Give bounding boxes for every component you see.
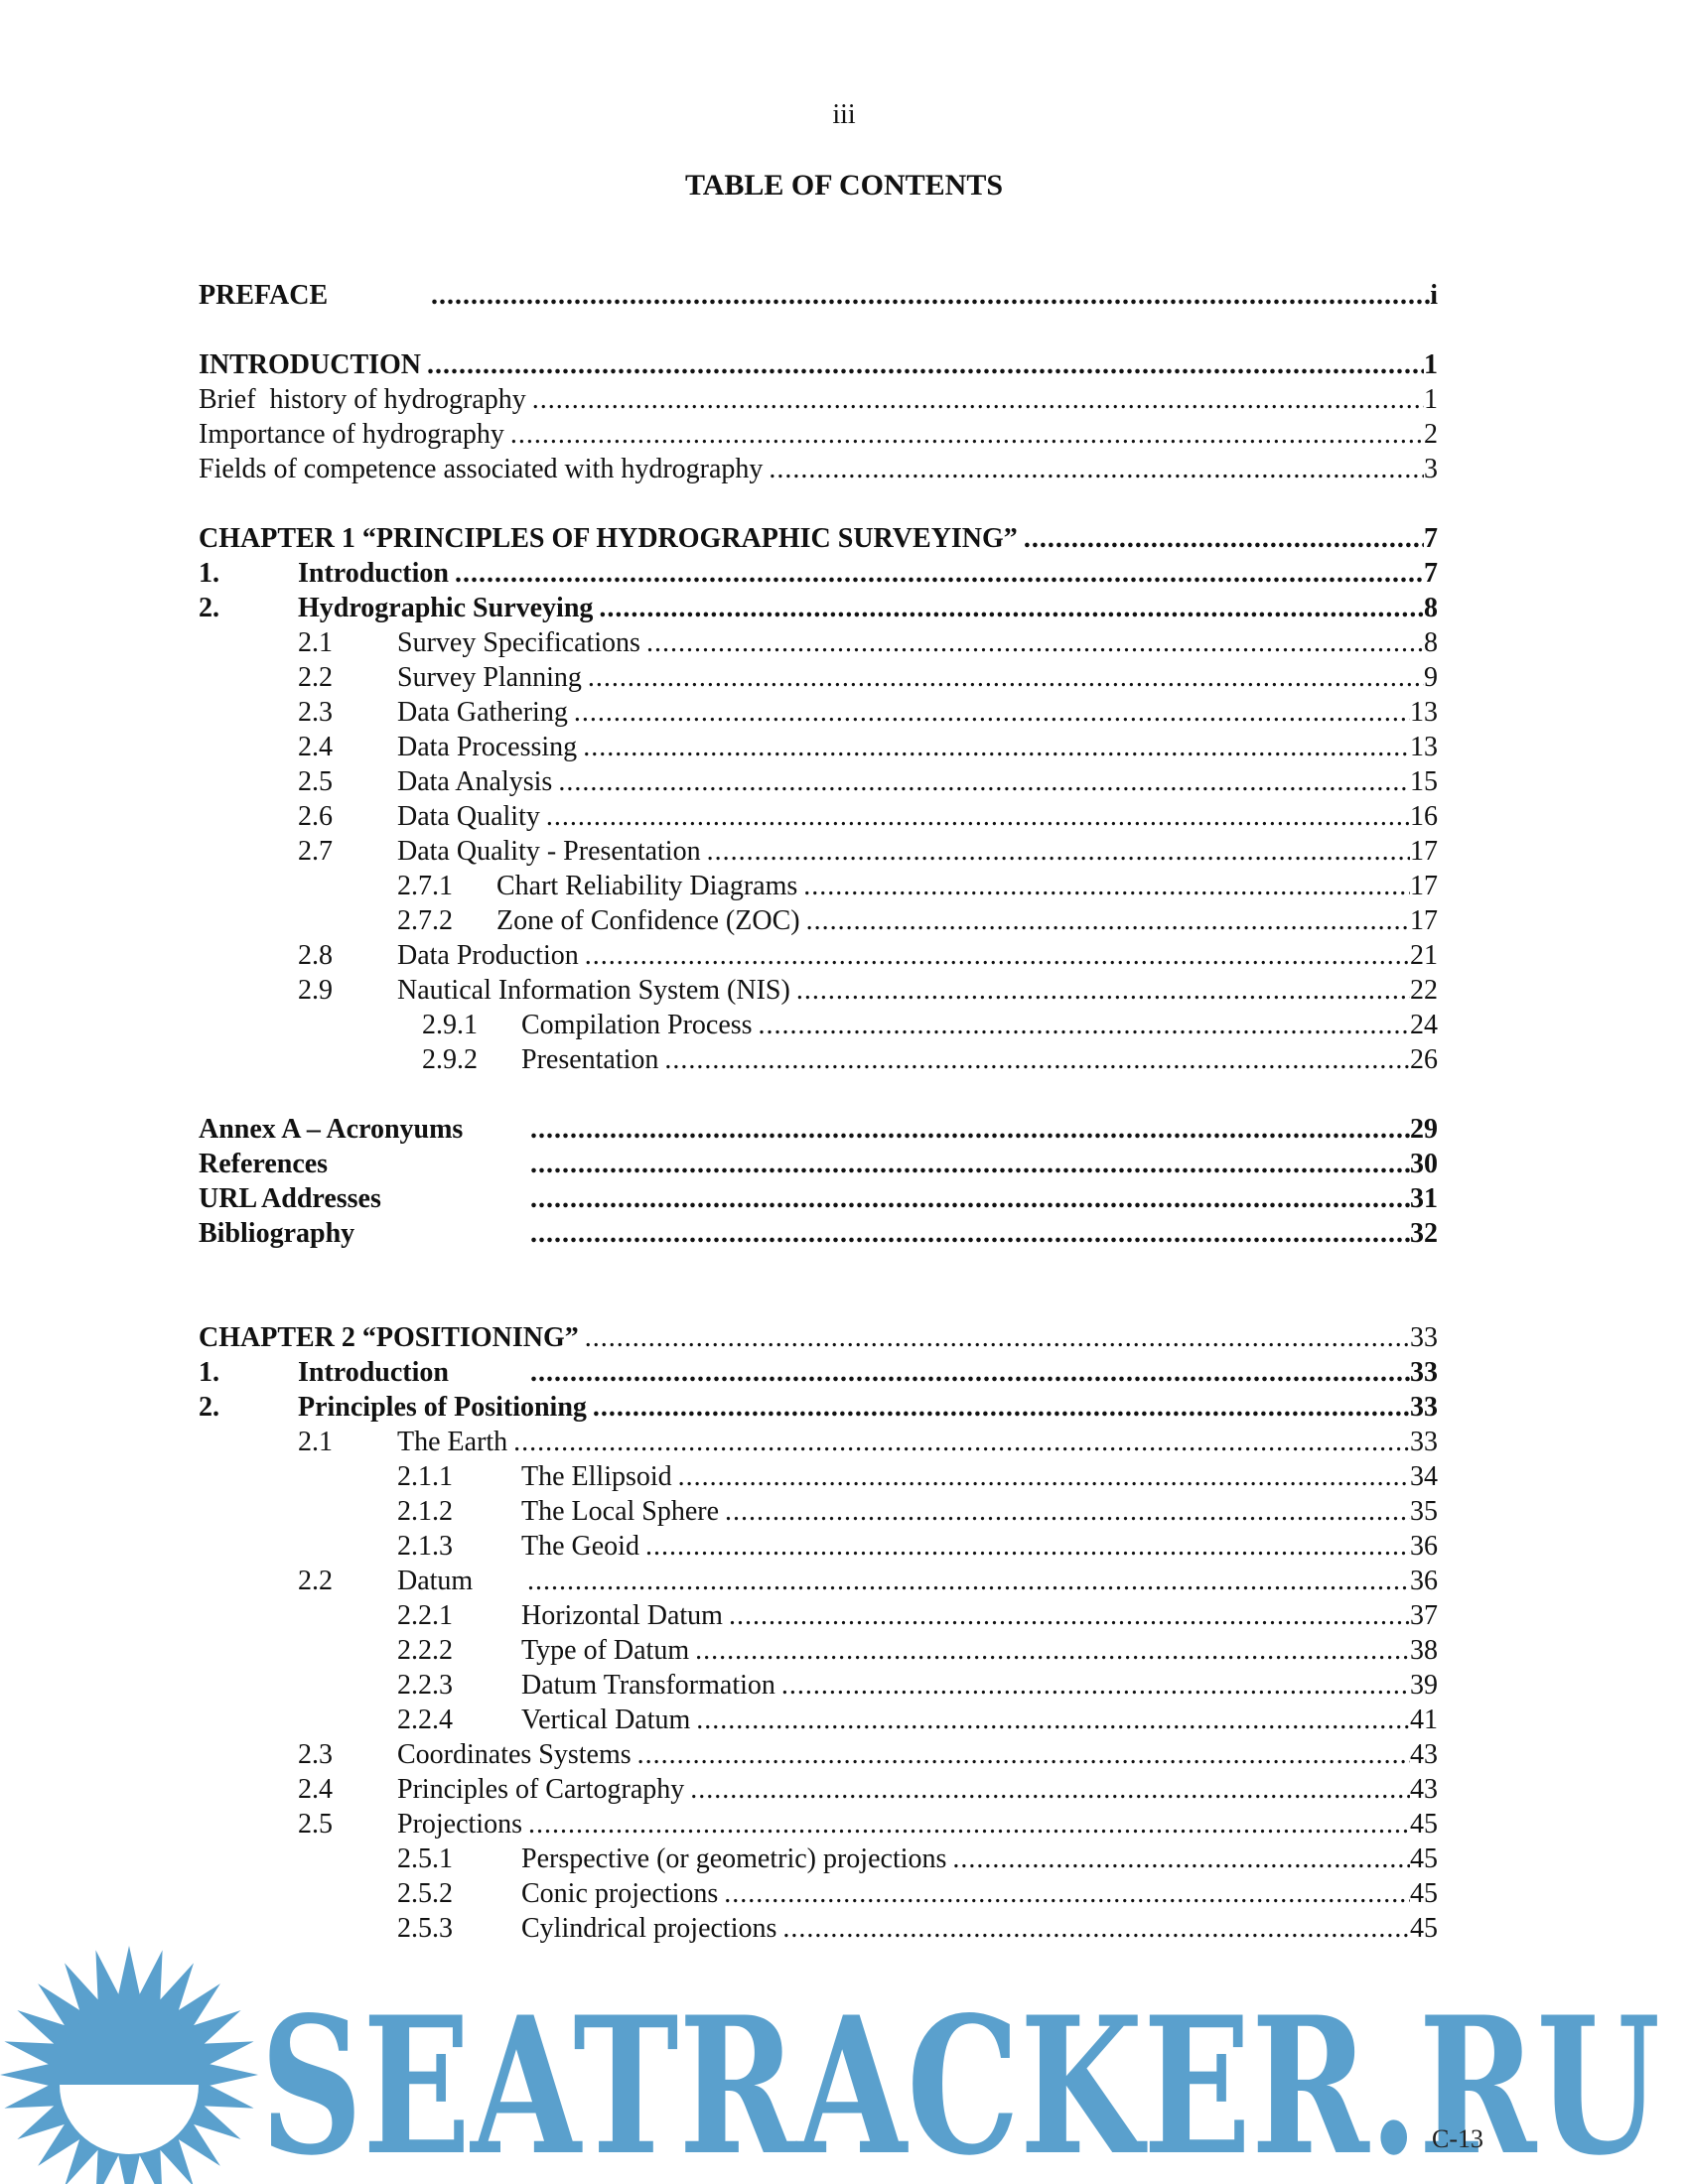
toc-label: Data Analysis	[397, 766, 553, 797]
toc-leader	[585, 938, 1410, 973]
toc-page: 7	[1424, 523, 1438, 554]
toc-number: 2.9.1	[422, 1010, 478, 1040]
toc-page: 8	[1424, 593, 1438, 623]
toc-entry-annex-a[interactable]	[199, 1112, 1438, 1147]
toc-number: 2.3	[298, 697, 333, 728]
toc-entry[interactable]	[199, 1807, 1438, 1842]
toc-leader	[729, 1598, 1410, 1633]
toc-page: 43	[1410, 1774, 1438, 1805]
toc-label: Survey Specifications	[397, 627, 640, 658]
toc-entry-chapter-2[interactable]	[199, 1320, 1438, 1355]
toc-leader	[769, 452, 1424, 486]
toc-leader	[759, 1008, 1410, 1042]
toc-number: 2.2	[298, 1566, 333, 1596]
toc-label: Bibliography	[199, 1218, 355, 1249]
toc-page: 9	[1424, 662, 1438, 693]
toc-number: 2.7	[298, 836, 333, 867]
toc-leader	[803, 869, 1410, 903]
toc-leader	[455, 556, 1424, 591]
toc-label: Chart Reliability Diagrams	[496, 871, 798, 901]
toc-number: 1.	[199, 1357, 219, 1388]
toc-page: 38	[1410, 1635, 1438, 1666]
toc-page: 21	[1410, 940, 1438, 971]
toc-label: Importance of hydrography	[199, 419, 504, 450]
toc-label: Principles of Cartography	[397, 1774, 685, 1805]
toc-entry[interactable]	[199, 1459, 1438, 1494]
toc-page: 13	[1410, 697, 1438, 728]
toc-page: 35	[1410, 1496, 1438, 1527]
toc-page: 15	[1410, 766, 1438, 797]
toc-page: 24	[1410, 1010, 1438, 1040]
toc-page: 33	[1410, 1427, 1438, 1457]
toc-leader	[725, 1494, 1410, 1529]
toc-label: Zone of Confidence (ZOC)	[496, 905, 800, 936]
toc-entry[interactable]	[199, 903, 1438, 938]
toc-number: 2.2.2	[397, 1635, 453, 1666]
toc-number: 2.4	[298, 732, 333, 762]
toc-page: 7	[1424, 558, 1438, 589]
toc-leader	[527, 1564, 1410, 1598]
toc-label: CHAPTER 1 “PRINCIPLES OF HYDROGRAPHIC SURVEYING”	[199, 523, 1018, 554]
toc-label: CHAPTER 2 “POSITIONING”	[199, 1322, 579, 1353]
toc-label: Nautical Information System (NIS)	[397, 975, 790, 1006]
toc-entry[interactable]	[199, 1737, 1438, 1772]
toc-page: 45	[1410, 1809, 1438, 1840]
toc-label: Brief history of hydrography	[199, 384, 526, 415]
toc-page: 30	[1410, 1149, 1438, 1179]
toc-leader	[558, 764, 1410, 799]
toc-label: Data Gathering	[397, 697, 568, 728]
toc-entry[interactable]	[199, 556, 1438, 591]
toc-entry[interactable]	[199, 1355, 1438, 1390]
toc-page: 45	[1410, 1843, 1438, 1874]
toc-page: 36	[1410, 1566, 1438, 1596]
page-number: iii	[832, 99, 856, 130]
toc-leader	[637, 1737, 1410, 1772]
page-code: C-13	[1432, 2124, 1483, 2153]
toc-label: Survey Planning	[397, 662, 582, 693]
toc-entry[interactable]	[199, 938, 1438, 973]
page-title: TABLE OF CONTENTS	[684, 169, 1004, 202]
toc-entry[interactable]	[199, 695, 1438, 730]
toc-number: 1.	[199, 558, 219, 589]
toc-page: 36	[1410, 1531, 1438, 1562]
toc-leader	[696, 1703, 1410, 1737]
toc-leader	[664, 1042, 1410, 1077]
toc-entry[interactable]	[199, 1042, 1438, 1077]
toc-entry[interactable]	[199, 1564, 1438, 1598]
toc-leader	[678, 1459, 1410, 1494]
toc-entry[interactable]	[199, 660, 1438, 695]
toc-leader	[695, 1633, 1410, 1668]
toc-leader	[724, 1876, 1410, 1911]
toc-label: Data Processing	[397, 732, 578, 762]
toc-page: 32	[1410, 1218, 1438, 1249]
toc-page: 37	[1410, 1600, 1438, 1631]
toc-label: The Local Sphere	[521, 1496, 720, 1527]
toc-leader	[796, 973, 1410, 1008]
toc-entry[interactable]	[199, 1876, 1438, 1911]
sun-logo-icon	[0, 1946, 258, 2184]
toc-entry[interactable]	[199, 1598, 1438, 1633]
toc-number: 2.1	[298, 627, 333, 658]
toc-label: Conic projections	[521, 1878, 719, 1909]
toc-number: 2.	[199, 1392, 219, 1423]
toc-entry[interactable]	[199, 730, 1438, 764]
toc-entry[interactable]	[199, 1425, 1438, 1459]
toc-label: Principles of Positioning	[298, 1392, 587, 1423]
toc-number: 2.5.2	[397, 1878, 453, 1909]
toc-number: 2.2	[298, 662, 333, 693]
toc-leader	[546, 799, 1410, 834]
toc-page: 31	[1410, 1183, 1438, 1214]
toc-leader	[588, 660, 1424, 695]
toc-page: 33	[1410, 1392, 1438, 1423]
toc-entry[interactable]	[199, 417, 1438, 452]
toc-number: 2.6	[298, 801, 333, 832]
toc-number: 2.7.1	[397, 871, 453, 901]
toc-label: Introduction	[298, 1357, 449, 1388]
toc-entry-chapter-1[interactable]	[199, 521, 1438, 556]
toc-label: Datum Transformation	[521, 1670, 775, 1701]
toc-number: 2.1.3	[397, 1531, 453, 1562]
toc-leader	[530, 1147, 1410, 1181]
toc-label: Data Quality	[397, 801, 540, 832]
toc-entry[interactable]	[199, 1494, 1438, 1529]
toc-number: 2.5.3	[397, 1913, 453, 1944]
toc-leader	[781, 1668, 1410, 1703]
toc-entry-introduction[interactable]	[199, 347, 1438, 382]
toc-entry[interactable]	[199, 1772, 1438, 1807]
toc-label: The Ellipsoid	[521, 1461, 672, 1492]
toc-label: The Geoid	[521, 1531, 639, 1562]
toc-entry[interactable]	[199, 452, 1438, 486]
toc-leader	[707, 834, 1410, 869]
toc-page: 39	[1410, 1670, 1438, 1701]
toc-entry-url-addresses[interactable]	[199, 1181, 1438, 1216]
toc-page: 1	[1424, 384, 1438, 415]
toc-number: 2.7.2	[397, 905, 453, 936]
toc-number: 2.5.1	[397, 1843, 453, 1874]
toc-page: 8	[1424, 627, 1438, 658]
toc-label: INTRODUCTION	[199, 349, 422, 380]
toc-leader	[583, 730, 1410, 764]
toc-page: 13	[1410, 732, 1438, 762]
toc-entry[interactable]	[199, 869, 1438, 903]
toc-leader	[599, 591, 1424, 625]
toc-label: Fields of competence associated with hydrography	[199, 454, 764, 484]
toc-entry[interactable]	[199, 1529, 1438, 1564]
toc-entry[interactable]	[199, 1703, 1438, 1737]
toc-number: 2.1.1	[397, 1461, 453, 1492]
toc-page: 29	[1410, 1114, 1438, 1145]
toc-entry[interactable]	[199, 1008, 1438, 1042]
toc-label: Datum	[397, 1566, 474, 1596]
toc-label: Data Quality - Presentation	[397, 836, 701, 867]
toc-leader	[530, 1216, 1410, 1251]
toc-entry[interactable]	[199, 591, 1438, 625]
toc-entry-references[interactable]	[199, 1147, 1438, 1181]
toc-entry[interactable]	[199, 625, 1438, 660]
watermark-text: SEATRACKER.RU	[260, 1976, 1660, 2184]
toc-entry[interactable]	[199, 973, 1438, 1008]
toc-entry-preface[interactable]	[199, 278, 1438, 313]
toc-label: Type of Datum	[521, 1635, 690, 1666]
toc-leader	[427, 347, 1424, 382]
toc-label: Projections	[397, 1809, 522, 1840]
toc-number: 2.5	[298, 1809, 333, 1840]
toc-label: References	[199, 1149, 329, 1179]
toc-number: 2.4	[298, 1774, 333, 1805]
toc-page: 2	[1424, 419, 1438, 450]
toc-page: 41	[1410, 1705, 1438, 1735]
toc-number: 2.8	[298, 940, 333, 971]
toc-page: 17	[1410, 905, 1438, 936]
toc-entry-bibliography[interactable]	[199, 1216, 1438, 1251]
toc-number: 2.2.1	[397, 1600, 453, 1631]
toc-number: 2.2.4	[397, 1705, 453, 1735]
toc-number: 2.3	[298, 1739, 333, 1770]
toc-page: 45	[1410, 1878, 1438, 1909]
toc-label: Data Production	[397, 940, 579, 971]
toc-label: Horizontal Datum	[521, 1600, 723, 1631]
toc-leader	[530, 1181, 1410, 1216]
toc-page: 34	[1410, 1461, 1438, 1492]
toc-page: 43	[1410, 1739, 1438, 1770]
toc-leader	[530, 1112, 1410, 1147]
toc-leader	[593, 1390, 1410, 1425]
toc-number: 2.1.2	[397, 1496, 453, 1527]
toc-leader	[952, 1842, 1410, 1876]
toc-entry[interactable]	[199, 799, 1438, 834]
toc-leader	[645, 1529, 1410, 1564]
toc-leader	[431, 278, 1430, 313]
toc-leader	[646, 625, 1424, 660]
toc-entry[interactable]	[199, 834, 1438, 869]
toc-leader	[532, 382, 1424, 417]
toc-page: 16	[1410, 801, 1438, 832]
toc-label: Perspective (or geometric) projections	[521, 1843, 947, 1874]
toc-label: Coordinates Systems	[397, 1739, 632, 1770]
toc-leader	[530, 1355, 1410, 1390]
toc-page: i	[1430, 280, 1438, 311]
toc-label: The Earth	[397, 1427, 508, 1457]
toc-page: 22	[1410, 975, 1438, 1006]
toc-leader	[510, 417, 1424, 452]
toc-page: 17	[1410, 871, 1438, 901]
toc-number: 2.9.2	[422, 1044, 478, 1075]
toc-leader	[585, 1320, 1410, 1355]
toc-leader	[690, 1772, 1410, 1807]
toc-label: Hydrographic Surveying	[298, 593, 594, 623]
toc-entry[interactable]	[199, 382, 1438, 417]
toc-label: PREFACE	[199, 280, 329, 311]
toc-entry[interactable]	[199, 1633, 1438, 1668]
toc-number: 2.9	[298, 975, 333, 1006]
toc-entry[interactable]	[199, 1390, 1438, 1425]
toc-label: Introduction	[298, 558, 449, 589]
toc-page: 26	[1410, 1044, 1438, 1075]
table-of-contents	[199, 278, 1438, 1946]
toc-leader	[513, 1425, 1410, 1459]
toc-number: 2.2.3	[397, 1670, 453, 1701]
toc-number: 2.1	[298, 1427, 333, 1457]
toc-page: 3	[1424, 454, 1438, 484]
toc-label: Cylindrical projections	[521, 1913, 777, 1944]
toc-leader	[528, 1807, 1410, 1842]
toc-page: 45	[1410, 1913, 1438, 1944]
toc-label: Compilation Process	[521, 1010, 753, 1040]
toc-page: 33	[1410, 1322, 1438, 1353]
toc-entry[interactable]	[199, 1668, 1438, 1703]
toc-label: Annex A – Acronyums	[199, 1114, 464, 1145]
toc-number: 2.	[199, 593, 219, 623]
toc-leader	[806, 903, 1410, 938]
toc-page: 33	[1410, 1357, 1438, 1388]
toc-number: 2.5	[298, 766, 333, 797]
toc-label: Presentation	[521, 1044, 659, 1075]
toc-page: 1	[1424, 349, 1438, 380]
toc-entry[interactable]	[199, 764, 1438, 799]
toc-leader	[574, 695, 1410, 730]
toc-label: URL Addresses	[199, 1183, 381, 1214]
toc-leader	[1024, 521, 1424, 556]
toc-page: 17	[1410, 836, 1438, 867]
toc-entry[interactable]	[199, 1842, 1438, 1876]
toc-label: Vertical Datum	[521, 1705, 691, 1735]
